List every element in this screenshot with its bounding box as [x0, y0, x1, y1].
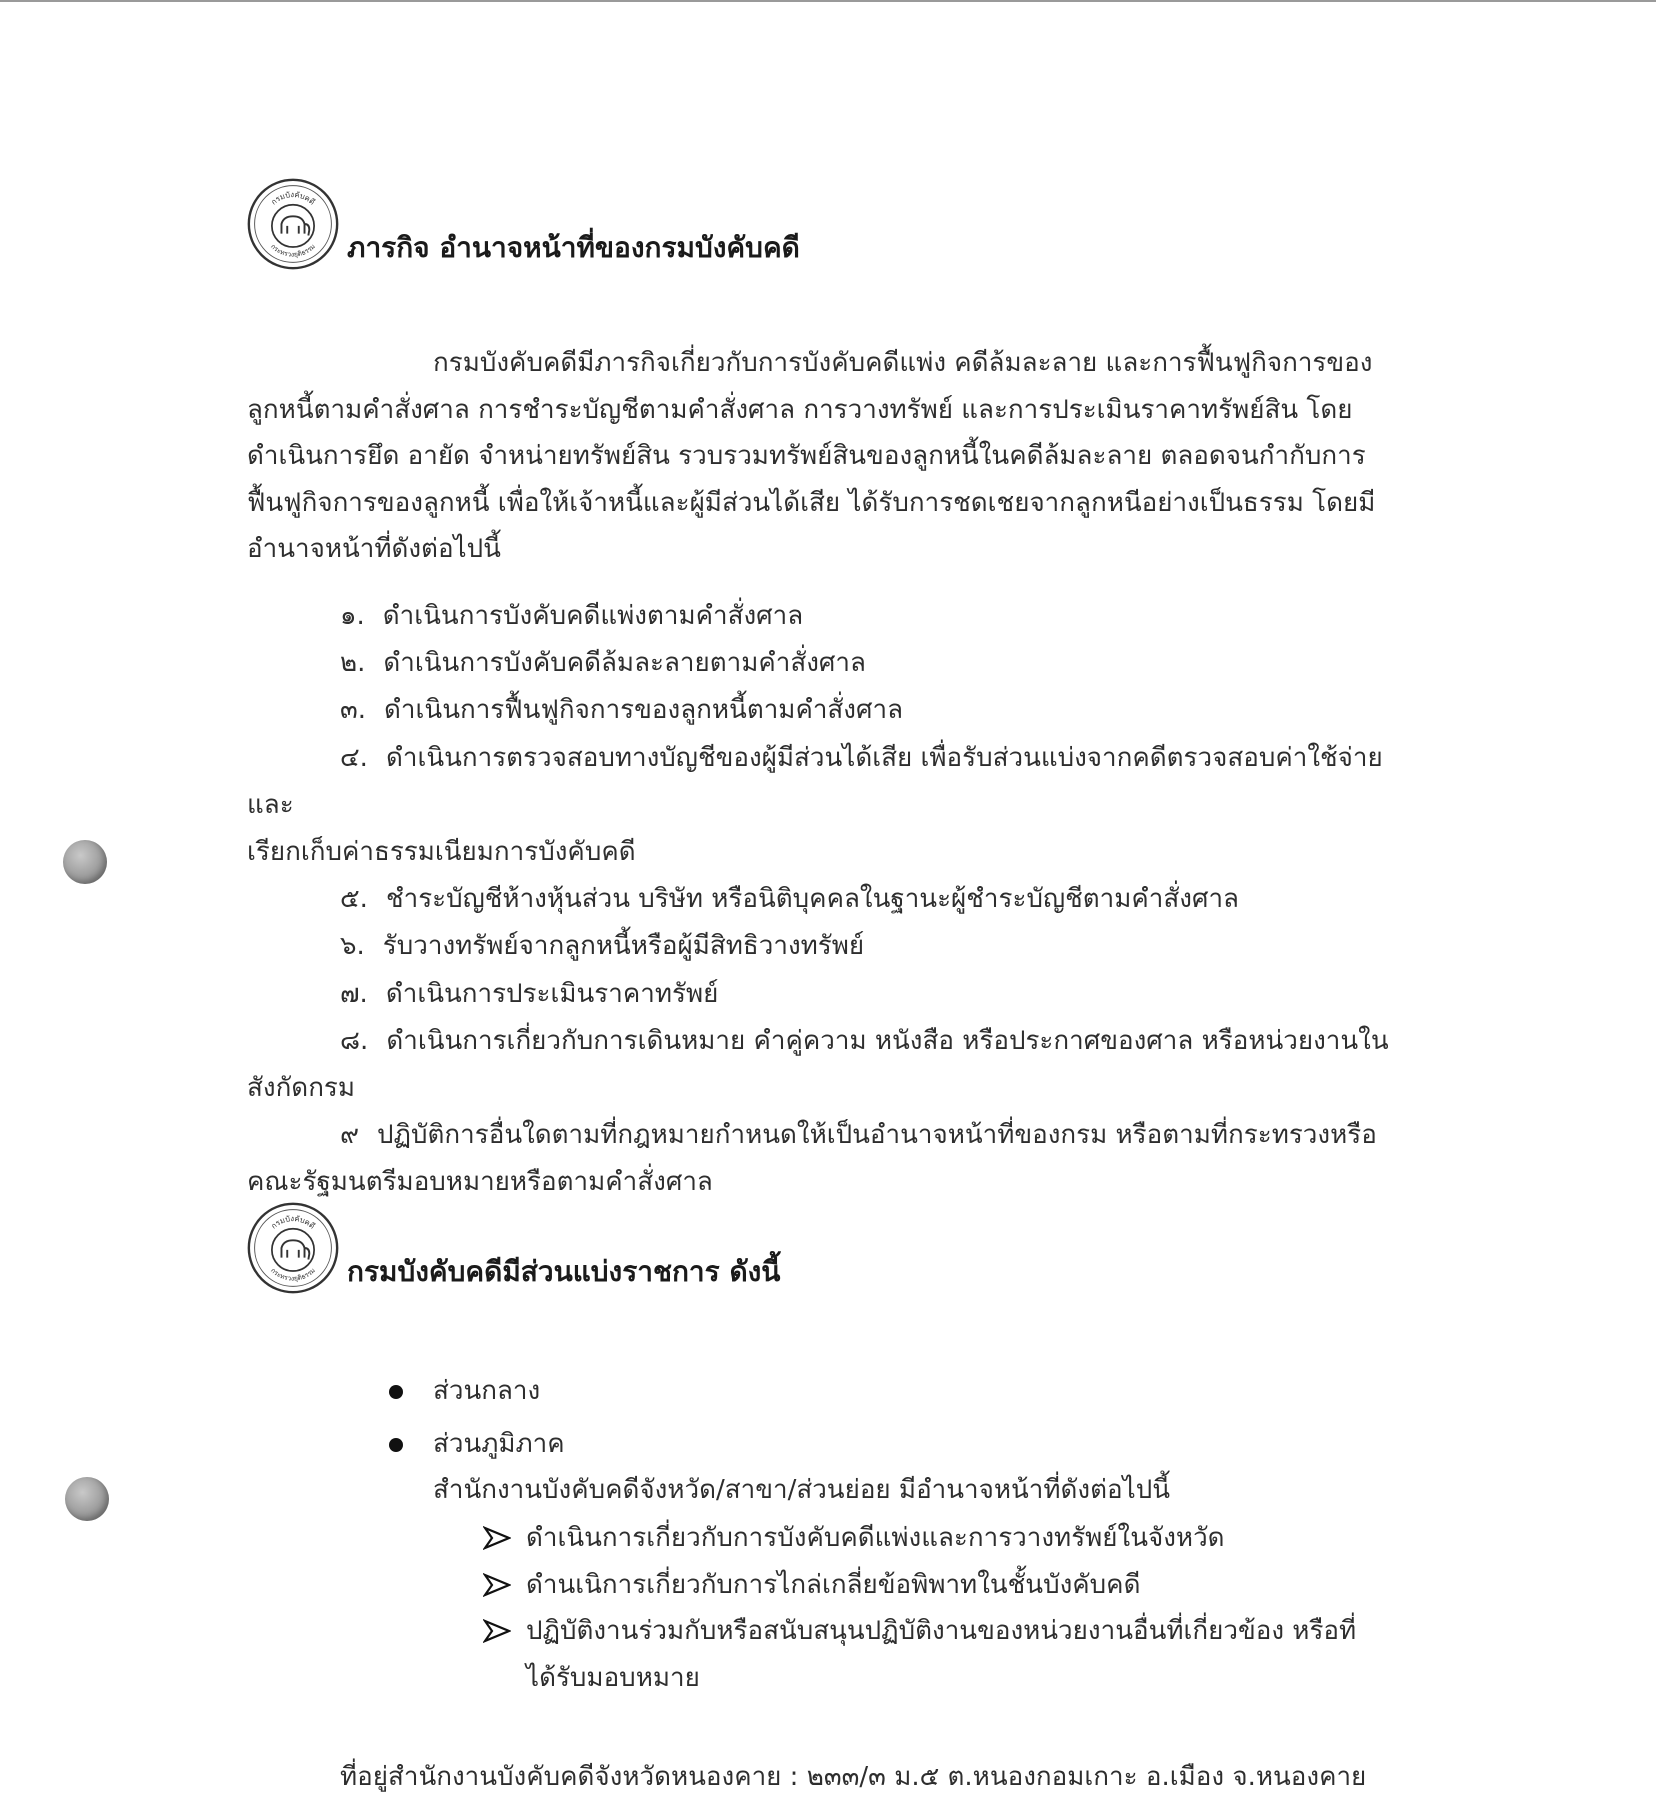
duty-text: ดำเนินการฟื้นฟูกิจการของลูกหนี้ตามคำสั่งศาล: [384, 695, 904, 726]
duty-text: ดำเนินการประเมินราคาทรัพย์: [385, 978, 719, 1009]
arrow-bullet-icon: [483, 1573, 511, 1597]
divisions-heading: [245, 1200, 780, 1296]
arrow-bullet-icon: [483, 1619, 511, 1643]
regional-office-description: สำนักงานบังคับคดีจังหวัด/สาขา/ส่วนย่อย มีอำนาจหน้าที่ดังต่อไปนี้: [433, 1475, 1170, 1505]
office-address: ที่อยู่สำนักงานบังคับคดีจังหวัดหนองคาย : ๒๓๓/๓ ม.๕ ต.หนองกอมเกาะ อ.เมือง จ.หนองคาย: [340, 1762, 1367, 1792]
intro-line: อำนาจหน้าที่ดังต่อไปนี้: [247, 534, 501, 564]
duty-text: ดำเนินการบังคับคดีล้มละลายตามคำสั่งศาล: [383, 648, 866, 679]
bullet-icon: [389, 1438, 403, 1452]
intro-line: ลูกหนี้ตามคำสั่งศาล การชำระบัญชีตามคำสั่งศาล การวางทรัพย์ และการประเมินราคาทรัพย์สิน โดย: [247, 394, 1353, 425]
regional-duty-item: [483, 1515, 1386, 1562]
punch-hole: [63, 840, 107, 884]
duty-text: ดำเนินการบังคับคดีแพ่งตามคำสั่งศาล: [382, 601, 804, 631]
regional-duty-text-continued: ได้รับมอบหมาย: [526, 1662, 700, 1693]
duty-item: [247, 876, 1422, 923]
duty-item: [247, 923, 1422, 970]
svg-text:กระทรวงยุติธรรม: กระทรวงยุติธรรม: [269, 242, 317, 259]
bullet-icon: [389, 1385, 403, 1399]
duty-number: ๔.: [340, 742, 368, 773]
duty-item: [247, 735, 1422, 877]
duty-list: [247, 593, 1422, 1207]
duty-text: ดำเนินการตรวจสอบทางบัญชีของผู้มีส่วนได้เสีย เพื่อรับส่วนแบ่งจากคดีตรวจสอบค่าใช้จ่ายและ: [247, 742, 1383, 820]
mission-heading: [245, 176, 800, 272]
punch-hole: [65, 1477, 109, 1521]
department-seal-icon: [245, 1200, 341, 1296]
duty-item: [247, 1112, 1422, 1206]
division-label: ส่วนกลาง: [433, 1376, 541, 1406]
division-item-central: [386, 1368, 1386, 1421]
svg-text:กระทรวงยุติธรรม: กระทรวงยุติธรรม: [269, 1266, 317, 1283]
duty-number: ๗.: [340, 978, 368, 1009]
regional-duty-text: ดำนเนิการเกี่ยวกับการไกล่เกลี่ยข้อพิพาทในชั้นบังคับคดี: [526, 1569, 1141, 1600]
duty-text-continued: คณะรัฐมนตรีมอบหมายหรือตามคำสั่งศาล: [247, 1167, 713, 1198]
regional-duty-list: [483, 1515, 1386, 1701]
duty-item: [247, 687, 1422, 734]
duty-number: ๙: [340, 1120, 360, 1151]
division-item-regional: [386, 1421, 1386, 1467]
mission-heading-text: ภารกิจ อำนาจหน้าที่ของกรมบังคับคดี: [347, 231, 800, 264]
division-label: ส่วนภูมิภาค: [433, 1429, 565, 1459]
duty-text: ดำเนินการเกี่ยวกับการเดินหมาย คำคู่ความ หนังสือ หรือประกาศของศาล หรือหน่วยงานใน: [386, 1025, 1389, 1056]
arrow-bullet-icon: [483, 1526, 511, 1550]
regional-duty-text: ดำเนินการเกี่ยวกับการบังคับคดีแพ่งและการวางทรัพย์ในจังหวัด: [526, 1523, 1225, 1553]
duty-number: ๕.: [340, 884, 368, 915]
intro-line: ฟื้นฟูกิจการของลูกหนี้ เพื่อให้เจ้าหนี้และผู้มีส่วนได้เสีย ได้รับการชดเชยจากลูกหนีอย่างเป็นธรรม โดยมี: [247, 487, 1376, 518]
duty-text: รับวางทรัพย์จากลูกหนี้หรือผู้มีสิทธิวางทรัพย์: [382, 931, 865, 962]
regional-duty-text: ปฏิบัติงานร่วมกับหรือสนับสนุนปฏิบัติงานของหน่วยงานอื่นที่เกี่ยวข้อง หรือที่: [526, 1616, 1357, 1646]
duty-item: [247, 640, 1422, 687]
duty-number: ๘.: [340, 1025, 369, 1056]
duty-number: ๒.: [340, 648, 366, 679]
intro-line: ดำเนินการยึด อายัด จำหน่ายทรัพย์สิน รวบรวมทรัพย์สินของลูกหนี้ในคดีล้มละลาย ตลอดจนกำกับการ: [247, 441, 1366, 471]
svg-text:กรมบังคับคดี: กรมบังคับคดี: [269, 1214, 317, 1231]
svg-text:กรมบังคับคดี: กรมบังคับคดี: [269, 190, 317, 207]
duty-text: ชำระบัญชีห้างหุ้นส่วน บริษัท หรือนิติบุคคลในฐานะผู้ชำระบัญชีตามคำสั่งศาล: [385, 884, 1239, 915]
duty-text-continued: เรียกเก็บค่าธรรมเนียมการบังคับคดี: [247, 837, 636, 868]
duty-text: ปฏิบัติการอื่นใดตามที่กฎหมายกำหนดให้เป็นอำนาจหน้าที่ของกรม หรือตามที่กระทรวงหรือ: [377, 1120, 1377, 1151]
top-rule: [0, 0, 1656, 2]
duty-number: ๑.: [340, 601, 365, 631]
division-list: [386, 1368, 1386, 1701]
divisions-heading-text: กรมบังคับคดีมีส่วนแบ่งราชการ ดังนี้: [347, 1255, 781, 1288]
duty-text-continued: สังกัดกรม: [247, 1073, 356, 1104]
duty-number: ๓.: [340, 695, 367, 726]
regional-duty-item: [483, 1608, 1386, 1701]
regional-duty-item: [483, 1562, 1386, 1609]
duty-item: [247, 1018, 1422, 1112]
intro-line: กรมบังคับคดีมีภารกิจเกี่ยวกับการบังคับคดีแพ่ง คดีล้มละลาย และการฟื้นฟูกิจการของ: [433, 348, 1373, 378]
department-seal-icon: [245, 176, 341, 272]
intro-paragraph: [247, 340, 1417, 573]
duty-item: [247, 593, 1422, 640]
duty-item: [247, 971, 1422, 1018]
duty-number: ๖.: [340, 931, 365, 962]
